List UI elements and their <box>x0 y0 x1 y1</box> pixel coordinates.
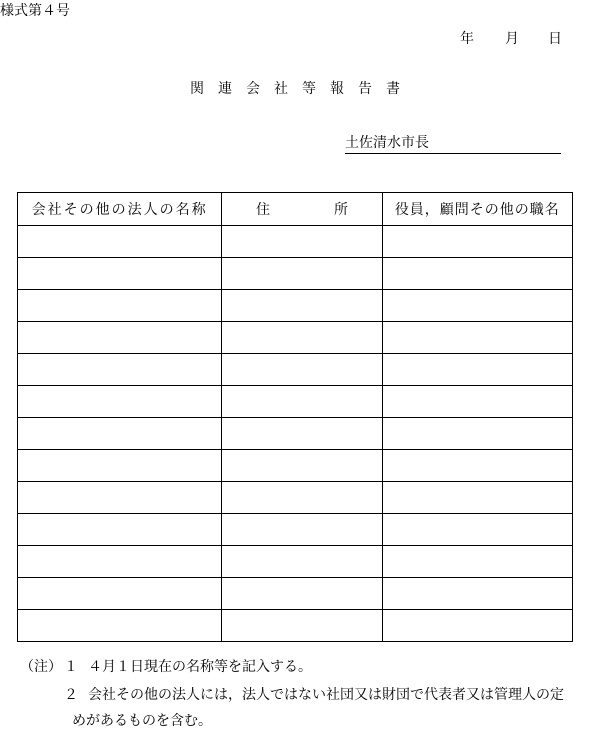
cell-position[interactable] <box>382 482 572 514</box>
header-company-name: 会社その他の法人の名称 <box>18 193 222 226</box>
table-header-row <box>18 193 573 226</box>
cell-company-name[interactable] <box>18 322 222 354</box>
cell-company-name[interactable] <box>18 610 222 642</box>
cell-position[interactable] <box>382 322 572 354</box>
table-row <box>18 482 573 514</box>
note-1-text: ４月１日現在の名称等を記入する。 <box>88 659 312 675</box>
table-row <box>18 610 573 642</box>
cell-position[interactable] <box>382 514 572 546</box>
table-row <box>18 354 573 386</box>
cell-address[interactable] <box>222 578 382 610</box>
table-row <box>18 386 573 418</box>
cell-address[interactable] <box>222 450 382 482</box>
cell-position[interactable] <box>382 226 572 258</box>
header-address-left: 住 <box>256 202 270 218</box>
header-address-right: 所 <box>334 202 348 218</box>
table-row <box>18 322 573 354</box>
cell-address[interactable] <box>222 258 382 290</box>
report-table <box>17 192 573 642</box>
date-day: 日 <box>548 31 562 47</box>
cell-company-name[interactable] <box>18 482 222 514</box>
cell-company-name[interactable] <box>18 386 222 418</box>
form-number: 様式第４号 <box>0 3 70 19</box>
document-title: 関連会社等報告書 <box>190 81 414 97</box>
cell-position[interactable] <box>382 386 572 418</box>
cell-address[interactable] <box>222 546 382 578</box>
header-position: 役員，顧問その他の職名 <box>382 193 572 226</box>
table-row <box>18 258 573 290</box>
cell-position[interactable] <box>382 546 572 578</box>
table-row <box>18 226 573 258</box>
cell-company-name[interactable] <box>18 578 222 610</box>
cell-position[interactable] <box>382 610 572 642</box>
table-row <box>18 418 573 450</box>
header-address <box>222 193 382 226</box>
cell-address[interactable] <box>222 386 382 418</box>
cell-position[interactable] <box>382 450 572 482</box>
cell-company-name[interactable] <box>18 354 222 386</box>
table-row <box>18 450 573 482</box>
cell-address[interactable] <box>222 482 382 514</box>
cell-address[interactable] <box>222 226 382 258</box>
addressee: 土佐清水市長 <box>345 132 561 154</box>
note-2-continuation: めがあるものを含む。 <box>72 713 212 729</box>
cell-company-name[interactable] <box>18 514 222 546</box>
cell-company-name[interactable] <box>18 290 222 322</box>
table-row <box>18 578 573 610</box>
cell-address[interactable] <box>222 354 382 386</box>
cell-position[interactable] <box>382 354 572 386</box>
cell-position[interactable] <box>382 290 572 322</box>
table-row <box>18 546 573 578</box>
table-row <box>18 514 573 546</box>
note-prefix: （注） <box>20 659 62 675</box>
cell-company-name[interactable] <box>18 450 222 482</box>
note-1-number: １ <box>64 659 78 675</box>
cell-address[interactable] <box>222 290 382 322</box>
cell-address[interactable] <box>222 514 382 546</box>
cell-company-name[interactable] <box>18 258 222 290</box>
cell-company-name[interactable] <box>18 226 222 258</box>
cell-address[interactable] <box>222 418 382 450</box>
cell-position[interactable] <box>382 418 572 450</box>
table-row <box>18 290 573 322</box>
table-body <box>18 226 573 642</box>
cell-address[interactable] <box>222 610 382 642</box>
date-year: 年 <box>460 31 474 47</box>
note-2-number: ２ <box>64 687 78 703</box>
cell-address[interactable] <box>222 322 382 354</box>
cell-company-name[interactable] <box>18 418 222 450</box>
note-2-text: 会社その他の法人には，法人ではない社団又は財団で代表者又は管理人の定 <box>88 687 564 703</box>
cell-company-name[interactable] <box>18 546 222 578</box>
date-month: 月 <box>505 31 519 47</box>
cell-position[interactable] <box>382 258 572 290</box>
cell-position[interactable] <box>382 578 572 610</box>
